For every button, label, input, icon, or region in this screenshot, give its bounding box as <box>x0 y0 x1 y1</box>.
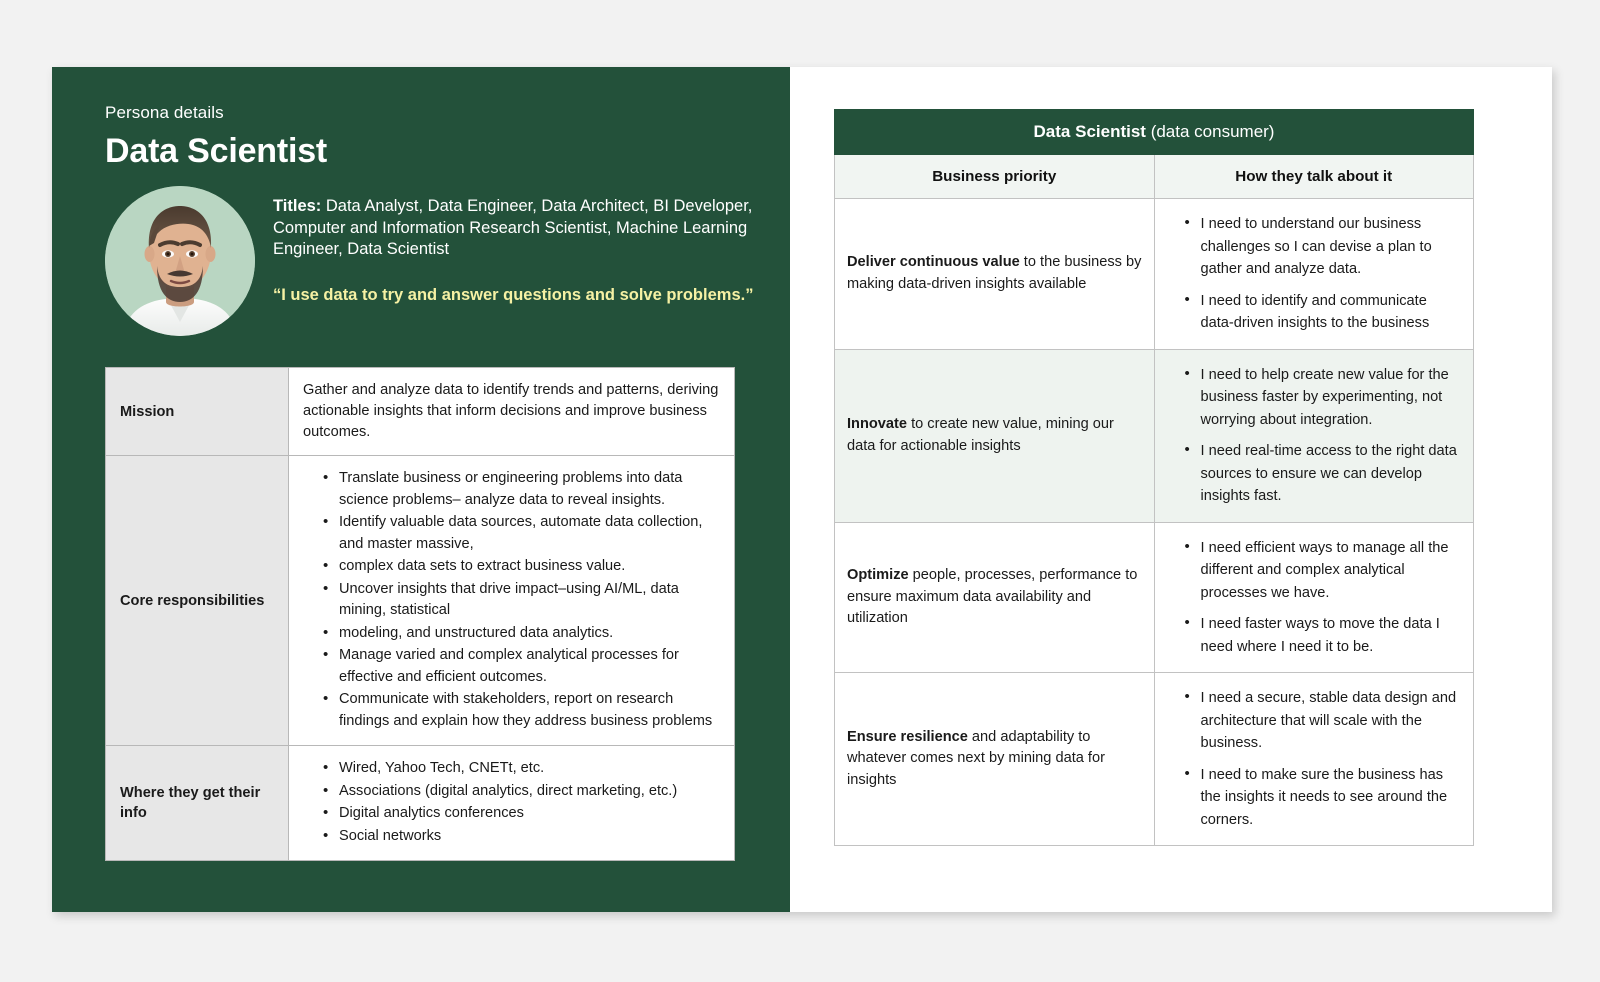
titles-label: Titles: <box>273 197 322 215</box>
how-they-talk-cell <box>1154 673 1474 846</box>
persona-summary-row <box>105 186 790 336</box>
priority-rest-text: to the business by making data-driven insights available <box>847 254 1142 292</box>
list-item: • Wired, Yahoo Tech, CNETt, etc. <box>323 758 720 780</box>
column-header-how-they-talk: How they talk about it <box>1154 155 1474 199</box>
list-item: • I need efficient ways to manage all the different and complex analytical processes we have. <box>1185 537 1462 605</box>
business-priority-cell <box>835 673 1155 846</box>
quote-bullet-list <box>1167 364 1462 508</box>
persona-right-panel <box>790 67 1552 912</box>
row-content: Gather and analyze data to identify trends and patterns, deriving actionable insights that inform decisions and improve business outcomes. <box>289 368 735 456</box>
page-title: Data Scientist <box>105 132 328 170</box>
list-item: • Manage varied and complex analytical processes for effective and efficient outcomes. <box>323 645 720 688</box>
list-item: • Communicate with stakeholders, report on research findings and explain how they address business problems <box>323 689 720 732</box>
persona-details-body <box>106 368 735 861</box>
list-item: • I need to make sure the business has the insights it needs to see around the corners. <box>1185 764 1462 832</box>
titles-value: Data Analyst, Data Engineer, Data Architect, BI Developer, Computer and Information Research Scientist, Machine Learning Engineer, Data Scientist <box>273 197 753 258</box>
row-bullet-list <box>303 758 720 847</box>
table-row <box>106 368 735 456</box>
persona-details-table <box>105 367 735 861</box>
list-item: • Uncover insights that drive impact–using AI/ML, data mining, statistical <box>323 579 720 622</box>
table-banner <box>835 110 1474 155</box>
priority-rest-text: people, processes, performance to ensure maximum data availability and utilization <box>847 567 1138 626</box>
priority-bold-text: Innovate <box>847 416 908 432</box>
row-bullet-list <box>303 468 720 732</box>
banner-row <box>835 110 1474 155</box>
list-item: • Social networks <box>323 826 720 848</box>
quote-bullet-list <box>1167 537 1462 659</box>
how-they-talk-cell <box>1154 349 1474 522</box>
how-they-talk-cell <box>1154 522 1474 673</box>
business-priority-table <box>834 109 1474 846</box>
row-content <box>289 456 735 746</box>
list-item: • I need to help create new value for the business faster by experimenting, not worrying about integration. <box>1185 364 1462 432</box>
row-label: Where they get their info <box>106 746 289 861</box>
list-item: • I need to understand our business challenges so I can devise a plan to gather and analyze data. <box>1185 213 1462 281</box>
person-photo-avatar-icon <box>105 186 255 336</box>
table-row <box>835 522 1474 673</box>
quote-bullet-list <box>1167 687 1462 831</box>
list-item: • Translate business or engineering problems into data science problems– analyze data to reveal insights. <box>323 468 720 511</box>
list-item: • modeling, and unstructured data analytics. <box>323 623 720 645</box>
table-row <box>835 349 1474 522</box>
list-item: • complex data sets to extract business value. <box>323 556 720 578</box>
table-row <box>835 673 1474 846</box>
persona-info <box>273 186 754 307</box>
list-item: • Identify valuable data sources, automate data collection, and master massive, <box>323 512 720 555</box>
table-row <box>106 456 735 746</box>
eyebrow-label: Persona details <box>105 103 224 122</box>
row-label: Core responsibilities <box>106 456 289 746</box>
business-priority-thead <box>835 110 1474 199</box>
table-row <box>835 199 1474 350</box>
business-priority-cell <box>835 349 1155 522</box>
row-content <box>289 746 735 861</box>
priority-bold-text: Deliver continuous value <box>847 254 1020 271</box>
list-item: • I need to identify and communicate data-driven insights to the business <box>1185 290 1462 335</box>
priority-rest-text: and adaptability to whatever comes next by mining data for insights <box>847 728 1105 788</box>
banner-rest: (data consumer) <box>1145 122 1275 141</box>
persona-left-panel <box>52 67 790 912</box>
banner-bold: Data Scientist <box>1033 122 1146 141</box>
how-they-talk-cell <box>1154 199 1474 350</box>
priority-rest-text: to create new value, mining our data for actionable insights <box>847 416 1114 454</box>
persona-slide <box>52 67 1552 912</box>
quote-bullet-list <box>1167 213 1462 335</box>
business-priority-cell <box>835 522 1155 673</box>
business-priority-cell <box>835 199 1155 350</box>
list-item: • I need real-time access to the right data sources to ensure we can develop insights fast. <box>1185 440 1462 508</box>
list-item: • Digital analytics conferences <box>323 803 720 825</box>
avatar <box>105 186 255 336</box>
priority-bold-text: Optimize <box>847 567 909 583</box>
list-item: • I need faster ways to move the data I need where I need it to be. <box>1185 613 1462 658</box>
row-label: Mission <box>106 368 289 456</box>
persona-quote: “I use data to try and answer questions and solve problems.” <box>273 285 754 304</box>
column-header-business-priority: Business priority <box>835 155 1155 199</box>
persona-titles <box>273 196 754 261</box>
list-item: • Associations (digital analytics, direct marketing, etc.) <box>323 781 720 803</box>
priority-bold-text: Ensure resilience <box>847 728 968 745</box>
business-priority-body <box>835 199 1474 846</box>
column-header-row <box>835 155 1474 199</box>
list-item: • I need a secure, stable data design and architecture that will scale with the business. <box>1185 687 1462 755</box>
table-row <box>106 746 735 861</box>
